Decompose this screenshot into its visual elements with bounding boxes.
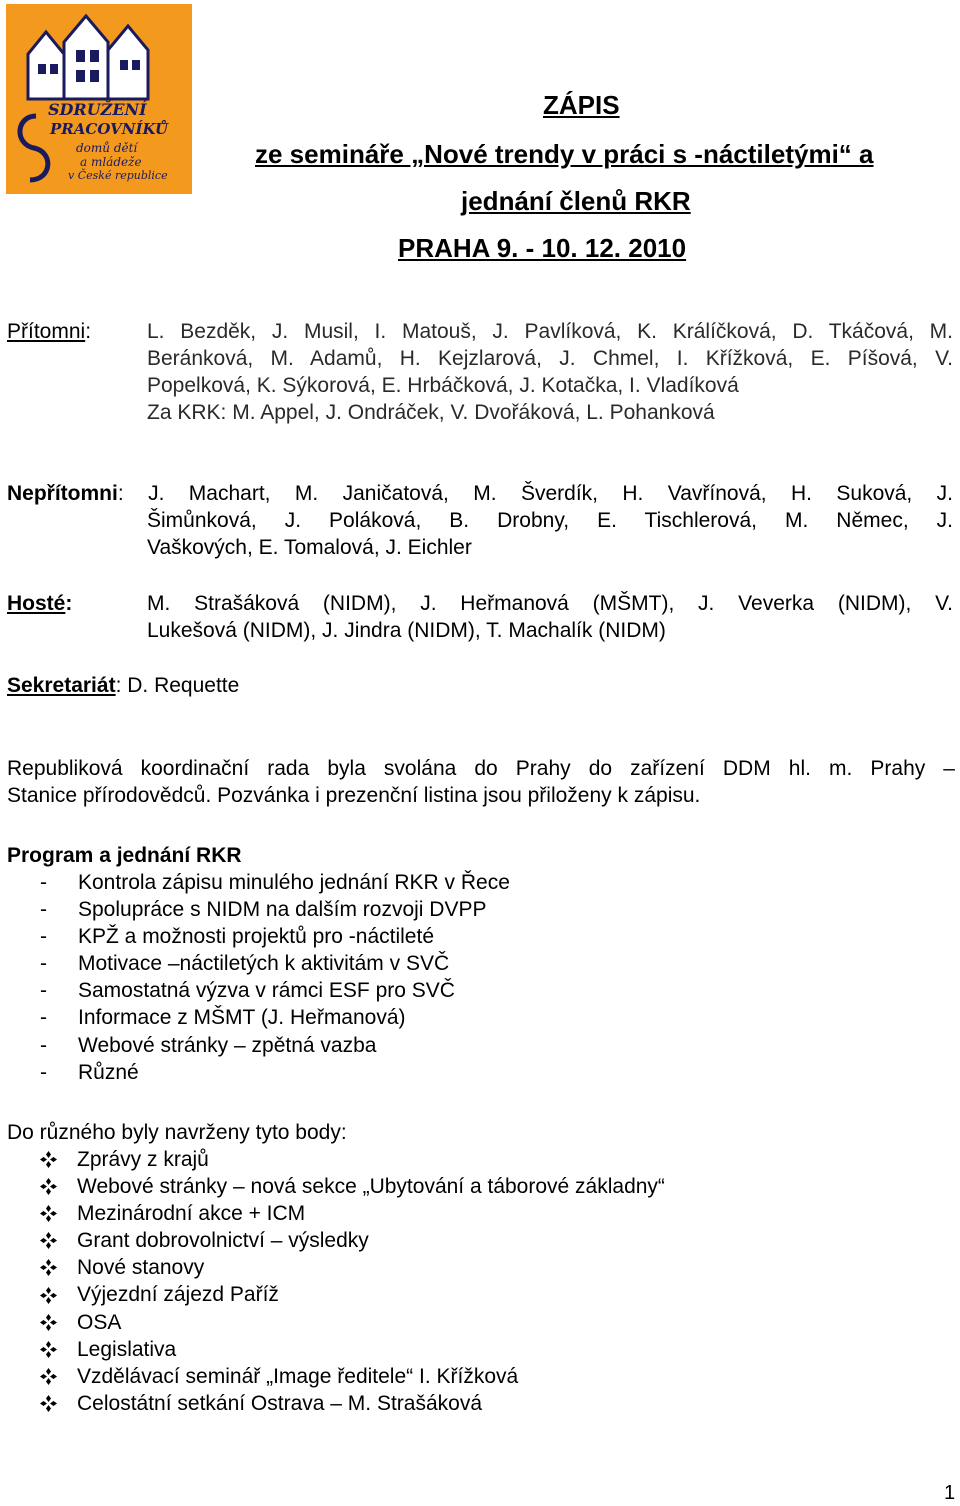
misc-item — [40, 1281, 665, 1308]
misc-list — [40, 1146, 665, 1417]
present-line: L. Bezděk, J. Musil, I. Matouš, J. Pavlíková, K. Králíčková, D. Tkáčová, M. — [147, 320, 953, 343]
dash-bullet: - — [40, 925, 47, 949]
present-label-text: Přítomni — [7, 320, 86, 343]
program-item-text: KPŽ a možnosti projektů pro -náctileté — [78, 925, 434, 949]
program-item — [40, 977, 510, 1004]
logo-text-line3: domů dětí — [76, 141, 138, 155]
program-item — [40, 869, 510, 896]
diamond-bullet-icon — [40, 1227, 77, 1254]
logo-text-line2: PRACOVNÍKŮ — [50, 120, 169, 138]
misc-item-text: Nové stanovy — [77, 1256, 205, 1280]
secretariat-text: : D. Requette — [115, 674, 240, 697]
krk-label: Za KRK — [147, 401, 221, 424]
absent-label: Nepřítomni — [7, 482, 118, 505]
program-item — [40, 1032, 510, 1059]
diamond-bullet-icon — [40, 1363, 77, 1390]
misc-item-text: OSA — [77, 1310, 122, 1334]
logo-text-line5: v České republice — [68, 169, 168, 182]
diamond-bullet-icon — [40, 1200, 77, 1227]
dash-bullet: - — [40, 1006, 47, 1030]
program-item-text: Kontrola zápisu minulého jednání RKR v Řece — [78, 871, 510, 894]
misc-item — [40, 1227, 665, 1254]
misc-item-text: Zprávy z krajů — [77, 1148, 209, 1171]
program-item-text: Motivace –náctiletých k aktivitám v SVČ — [78, 952, 450, 976]
program-item-text: Webové stránky – zpětná vazba — [78, 1033, 377, 1057]
misc-item — [40, 1390, 665, 1417]
present-line: Popelková, K. Sýkorová, E. Hrbáčková, J. Kotačka, I. Vladíková — [147, 374, 739, 397]
guests-label — [7, 590, 72, 618]
misc-item — [40, 1254, 665, 1281]
dash-bullet: - — [40, 952, 47, 976]
misc-item-text: Legislativa — [77, 1337, 177, 1361]
page-number: 1 — [944, 1482, 956, 1504]
intro-paragraph — [7, 755, 955, 809]
present-line: Beránková, M. Adamů, H. Kejzlarová, J. Chmel, I. Křížková, E. Píšová, V. — [147, 347, 953, 370]
program-item — [40, 923, 510, 950]
program-item — [40, 950, 510, 977]
dash-bullet: - — [40, 979, 47, 1003]
program-heading: Program a jednání RKR — [7, 844, 242, 867]
misc-item — [40, 1173, 665, 1200]
guests-label-colon: : — [65, 592, 73, 615]
document-date: PRAHA 9. - 10. 12. 2010 — [398, 233, 687, 263]
intro-line: Republiková koordinační rada byla svolána do Prahy do zařízení DDM hl. m. Prahy – — [7, 757, 955, 780]
document-title: ZÁPIS — [543, 90, 620, 120]
dash-bullet: - — [40, 1033, 47, 1057]
misc-item-text: Grant dobrovolnictví – výsledky — [77, 1229, 369, 1253]
misc-item-text: Celostátní setkání Ostrava – M. Strašáková — [77, 1391, 483, 1415]
absent-line: Vaškových, E. Tomalová, J. Eichler — [147, 536, 472, 559]
guests-list — [147, 590, 953, 644]
misc-item-text: Vzdělávací seminář „Image ředitele“ I. Křížková — [77, 1364, 519, 1388]
misc-intro: Do různého byly navrženy tyto body: — [7, 1121, 347, 1144]
logo-text-line4: a mládeže — [80, 155, 142, 169]
present-list — [147, 318, 953, 426]
misc-item — [40, 1363, 665, 1390]
diamond-bullet-icon — [40, 1282, 77, 1309]
misc-item-text: Mezinárodní akce + ICM — [77, 1202, 306, 1226]
misc-item-text: Výjezdní zájezd Paříž — [77, 1283, 279, 1307]
absent-block — [7, 480, 953, 507]
guests-line: Lukešová (NIDM), J. Jindra (NIDM), T. Machalík (NIDM) — [147, 619, 666, 642]
diamond-bullet-icon — [40, 1254, 77, 1281]
guests-label-text: Hosté — [7, 592, 66, 615]
diamond-bullet-icon — [40, 1336, 77, 1363]
secretariat-line — [7, 672, 239, 700]
present-label-colon: : — [85, 320, 92, 343]
absent-line-first — [7, 480, 953, 507]
dash-bullet: - — [40, 1060, 47, 1084]
misc-item-text: Webové stránky – nová sekce „Ubytování a táborové základny“ — [77, 1175, 665, 1199]
absent-list — [147, 507, 953, 561]
absent-line: : J. Machart, M. Janičatová, M. Šverdík, H. Vavřínová, H. Suková, J. — [117, 482, 953, 505]
document-subtitle-line2: jednání členů RKR — [461, 186, 691, 216]
secretariat-label: Sekretariát — [7, 674, 116, 697]
dash-bullet: - — [40, 871, 47, 894]
krk-line — [147, 399, 953, 426]
misc-item — [40, 1200, 665, 1227]
absent-line: Šimůnková, J. Poláková, B. Drobny, E. Tischlerová, M. Němec, J. — [147, 509, 953, 532]
program-item — [40, 1004, 510, 1031]
program-item-text: Spolupráce s NIDM na dalším rozvoji DVPP — [78, 898, 487, 922]
organization-logo — [6, 4, 192, 194]
diamond-bullet-icon — [40, 1173, 77, 1200]
program-item-text: Různé — [78, 1060, 139, 1084]
diamond-bullet-icon — [40, 1146, 77, 1173]
diamond-bullet-icon — [40, 1309, 77, 1336]
program-item — [40, 1059, 510, 1086]
logo-text-line1: SDRUŽENÍ — [48, 100, 147, 119]
diamond-bullet-icon — [40, 1390, 77, 1417]
intro-line: Stanice přírodovědců. Pozvánka i prezenční listina jsou přiloženy k zápisu. — [7, 784, 701, 807]
krk-text: : M. Appel, J. Ondráček, V. Dvořáková, L. Pohanková — [220, 401, 715, 424]
misc-item — [40, 1146, 665, 1173]
document-subtitle-line1: ze semináře „Nové trendy v práci s -náctiletými“ a — [255, 139, 874, 169]
misc-item — [40, 1336, 665, 1363]
program-item-text: Informace z MŠMT (J. Heřmanová) — [78, 1006, 406, 1030]
program-item-text: Samostatná výzva v rámci ESF pro SVČ — [78, 979, 455, 1003]
program-item — [40, 896, 510, 923]
dash-bullet: - — [40, 898, 47, 922]
program-list — [40, 869, 510, 1086]
guests-line: M. Strašáková (NIDM), J. Heřmanová (MŠMT), J. Veverka (NIDM), V. — [147, 592, 953, 615]
misc-item — [40, 1309, 665, 1336]
present-label — [7, 318, 91, 346]
